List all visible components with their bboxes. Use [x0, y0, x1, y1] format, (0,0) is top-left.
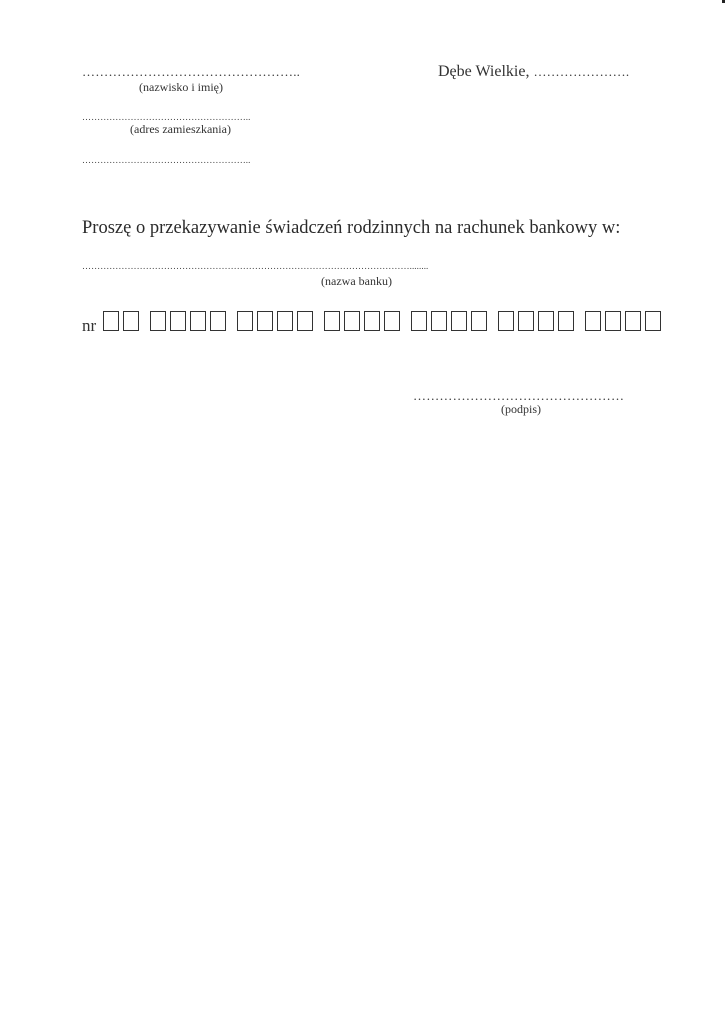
account-digit-box [518, 311, 534, 331]
account-digit-box [558, 311, 574, 331]
address-dotted-line-2: ……………………………………………….. [82, 155, 251, 165]
account-digit-box [451, 311, 467, 331]
account-digit-box [645, 311, 661, 331]
request-text: Proszę o przekazywanie świadczeń rodzinnych na rachunek bankowy w: [82, 218, 621, 238]
account-digit-box [625, 311, 641, 331]
account-digit-box [277, 311, 293, 331]
account-digit-box [170, 311, 186, 331]
account-digit-box [190, 311, 206, 331]
account-digit-box [150, 311, 166, 331]
account-digit-box [585, 311, 601, 331]
account-digit-box [210, 311, 226, 331]
address-caption: (adres zamieszkania) [130, 122, 231, 136]
place-date [438, 63, 629, 81]
bank-dotted-line: ………………………………………………………………………………………………........ [82, 261, 429, 271]
account-digit-box [257, 311, 273, 331]
bank-caption: (nazwa banku) [321, 274, 392, 288]
account-digit-box [431, 311, 447, 331]
name-caption: (nazwisko i imię) [139, 80, 223, 94]
signature-dotted-line: ………………………………………… [413, 388, 625, 403]
account-digit-box [237, 311, 253, 331]
address-dotted-line-1: ……………………………………………….. [82, 112, 251, 122]
account-digit-box [471, 311, 487, 331]
account-digit-box [605, 311, 621, 331]
account-digit-box [344, 311, 360, 331]
account-digit-box [498, 311, 514, 331]
account-digit-box [364, 311, 380, 331]
account-digit-box [103, 311, 119, 331]
date-dotted-line: …………………. [533, 64, 630, 79]
account-digit-box [411, 311, 427, 331]
account-digit-box [384, 311, 400, 331]
account-number-label: nr [82, 316, 97, 335]
account-digit-box [123, 311, 139, 331]
signature-caption: (podpis) [501, 402, 541, 416]
name-dotted-line: ………………………………………….. [82, 64, 301, 79]
account-digit-box [297, 311, 313, 331]
account-digit-box [324, 311, 340, 331]
account-digit-box [538, 311, 554, 331]
place-name: Dębe Wielkie, [438, 63, 530, 80]
